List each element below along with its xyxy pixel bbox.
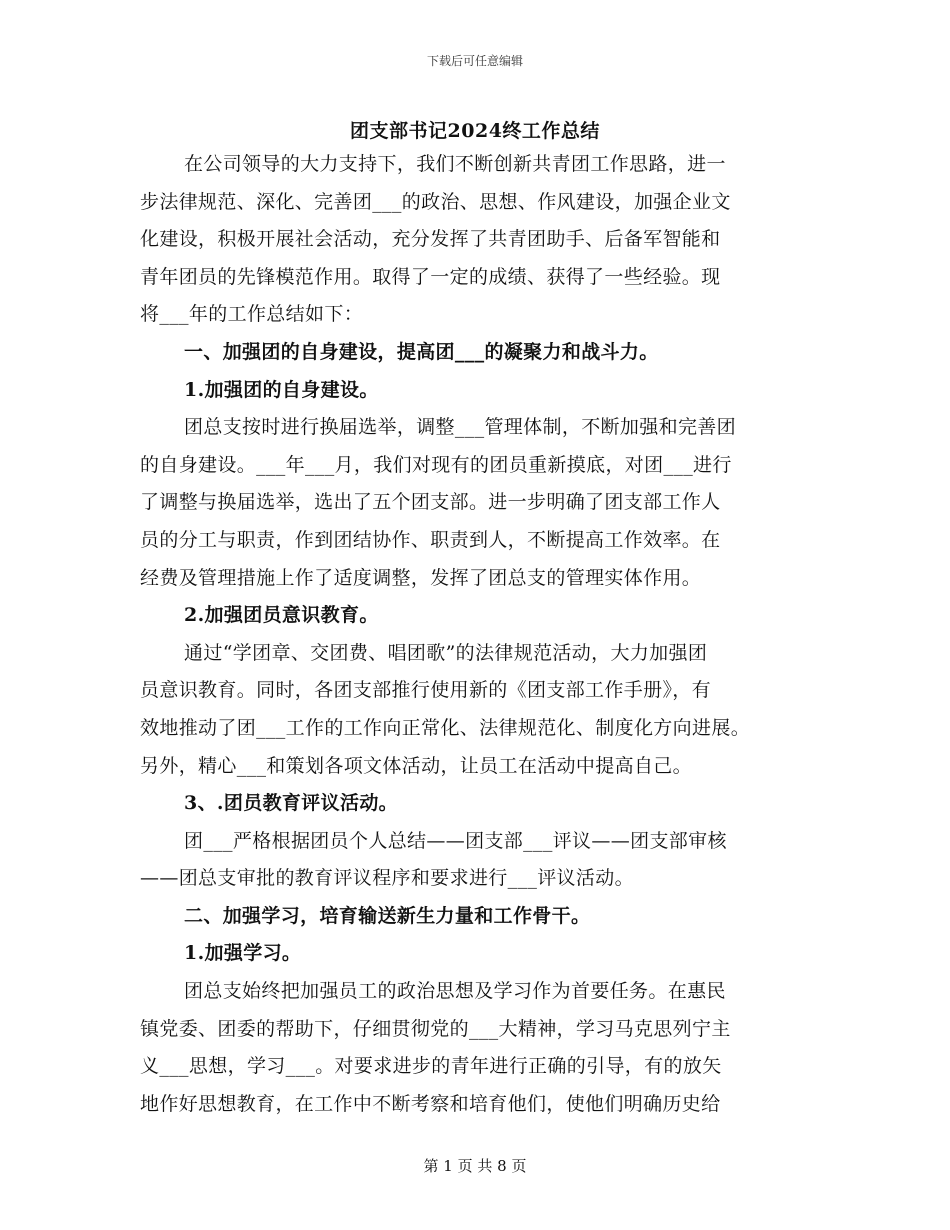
page-footer: 第 1 页 共 8 页	[423, 1157, 527, 1175]
body-line: 化建设，积极开展社会活动，充分发挥了共青团助手、后备军智能和	[140, 228, 721, 251]
body-line: 镇党委、团委的帮助下，仔细贯彻党的___大精神，学习马克思列宁主	[140, 1017, 731, 1040]
body-line: 义___思想，学习___。对要求进步的青年进行正确的引导，有的放矢	[140, 1055, 722, 1078]
body-line: 在公司领导的大力支持下，我们不断创新共青团工作思路，进一	[184, 153, 726, 175]
body-line: 地作好思想教育，在工作中不断考察和培育他们，使他们明确历史给	[140, 1092, 721, 1115]
body-line: 青年团员的先锋模范作用。取得了一定的成绩、获得了一些经验。现	[140, 265, 721, 288]
section-heading: 一、加强团的自身建设，提高团___的凝聚力和战斗力。	[184, 340, 659, 363]
body-line: 效地推动了团___工作的工作向正常化、法律规范化、制度化方向进展。	[140, 716, 751, 739]
subsection-heading: 1.加强学习。	[184, 942, 302, 965]
section-heading: 二、加强学习，培育输送新生力量和工作骨干。	[184, 904, 591, 927]
body-line: 员意识教育。同时，各团支部推行使用新的《团支部工作手册》，有	[140, 679, 712, 702]
body-line: 团总支按时进行换届选举，调整___管理体制，不断加强和完善团	[184, 416, 737, 439]
body-line: 员的分工与职责，作到团结协作、职责到人，不断提高工作效率。在	[140, 528, 721, 551]
document-title: 团支部书记2024终工作总结	[350, 120, 600, 142]
body-line: 团总支始终把加强员工的政治思想及学习作为首要任务。在惠民	[184, 980, 726, 1003]
subsection-heading: 2.加强团员意识教育。	[184, 604, 379, 627]
body-line: 步法律规范、深化、完善团___的政治、思想、作风建设，加强企业文	[140, 190, 731, 213]
body-line: 了调整与换届选举，选出了五个团支部。进一步明确了团支部工作人	[140, 491, 721, 514]
body-line: 将___年的工作总结如下：	[140, 303, 364, 326]
body-line: 团___严格根据团员个人总结——团支部___评议——团支部审核	[184, 829, 727, 852]
body-line: 另外，精心___和策划各项文体活动，让员工在活动中提高自己。	[140, 754, 693, 777]
body-line: 的自身建设。___年___月，我们对现有的团员重新摸底，对团___进行	[140, 453, 732, 476]
body-line: 通过“学团章、交团费、唱团歌”的法律规范活动，大力加强团	[184, 641, 708, 664]
subsection-heading: 3、.团员教育评议活动。	[184, 792, 399, 815]
body-line: ——团总支审批的教育评议程序和要求进行___评议活动。	[140, 867, 634, 890]
document-body	[140, 146, 810, 1123]
body-line: 经费及管理措施上作了适度调整，发挥了团总支的管理实体作用。	[140, 566, 702, 589]
subsection-heading: 1.加强团的自身建设。	[184, 378, 379, 401]
page-header: 下载后可任意编辑	[426, 54, 523, 68]
